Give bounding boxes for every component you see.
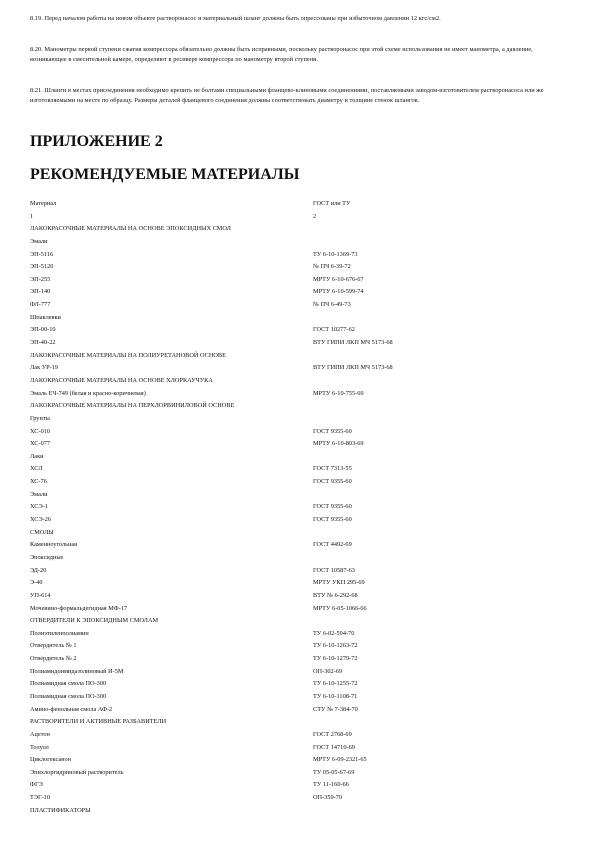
material-cell: Мочевино-формальдегидная МФ-17 bbox=[30, 604, 128, 612]
standard-cell: ТУ 6-10-1279-72 bbox=[313, 655, 358, 663]
standard-cell: МРТУ 6-05-1066-66 bbox=[313, 604, 367, 612]
table-row bbox=[30, 552, 570, 565]
table-row bbox=[30, 628, 570, 641]
standard-cell: 2 bbox=[313, 212, 317, 220]
table-row bbox=[30, 539, 570, 552]
table-row bbox=[30, 400, 570, 413]
table-row bbox=[30, 615, 570, 628]
standard-cell: ТУ 6-02-594-70 bbox=[313, 629, 355, 637]
standard-cell: ТУ 6-10-1255-72 bbox=[313, 680, 358, 688]
material-cell: Каменноугольная bbox=[30, 541, 78, 549]
standard-cell: ГОСТ 9355-60 bbox=[313, 503, 352, 511]
standard-cell: МРТУ 6-10-599-74 bbox=[313, 288, 364, 296]
paragraph-8-21: 8.21. Шланги в местах присоединения необходимо крепить не болтами специальными фланцево-клиновыми соединениями, поставляемыми заводом-изготовителем растворонасоса или же изготовляемыми на месте по образцу. Размеры деталей фланцевого соединения должны соответствовать диаметру и толщине стенок шлангов. bbox=[30, 87, 544, 104]
standard-cell: СТУ № 7-384-70 bbox=[313, 705, 358, 713]
material-cell: СМОЛЫ bbox=[30, 528, 54, 536]
table-row bbox=[30, 337, 570, 350]
standard-cell: ГОСТ 10587-63 bbox=[313, 566, 355, 574]
table-row bbox=[30, 350, 570, 363]
standard-cell: ОП-302-69 bbox=[313, 667, 343, 675]
table-row bbox=[30, 489, 570, 502]
material-cell: ХС-010 bbox=[30, 427, 51, 435]
material-cell: РАСТВОРИТЕЛИ И АКТИВНЫЕ РАЗБАВИТЕЛИ bbox=[30, 718, 167, 726]
table-row bbox=[30, 236, 570, 249]
material-cell: Амино-фенольная смола АФ-2 bbox=[30, 705, 113, 713]
table-row bbox=[30, 463, 570, 476]
table-row bbox=[30, 779, 570, 792]
material-cell: ЛАКОКРАСОЧНЫЕ МАТЕРИАЛЫ НА ПЕРХЛОРВИНИЛОВОЙ ОСНОВЕ bbox=[30, 402, 235, 410]
material-cell: ЛАКОКРАСОЧНЫЕ МАТЕРИАЛЫ НА ОСНОВЕ ХЛОРКАУЧУКА bbox=[30, 376, 213, 384]
material-cell: ПЛАСТИФИКАТОРЫ bbox=[30, 806, 91, 814]
material-cell: ЭП-5120 bbox=[30, 263, 54, 271]
table-row bbox=[30, 388, 570, 401]
material-cell: Эмаль ЕЧ-749 (белая и красно-коричневая) bbox=[30, 389, 146, 397]
material-cell: ЭД-20 bbox=[30, 566, 47, 574]
table-row bbox=[30, 261, 570, 274]
material-cell: ХСЭ-1 bbox=[30, 503, 48, 511]
material-cell: ЭП-40-22 bbox=[30, 339, 56, 347]
material-cell: Отвердитель № 2 bbox=[30, 655, 77, 663]
appendix-heading: ПРИЛОЖЕНИЕ 2 bbox=[30, 133, 163, 150]
standard-cell: ГОСТ или ТУ bbox=[313, 200, 351, 207]
material-cell: Полиэтиленполиамин bbox=[30, 629, 89, 637]
material-cell: Лак УР-19 bbox=[30, 364, 59, 372]
material-cell: ЛАКОКРАСОЧНЫЕ МАТЕРИАЛЫ НА ОСНОВЕ ЭПОКСИДНЫХ СМОЛ bbox=[30, 225, 231, 233]
material-cell: Шпаклевки bbox=[30, 313, 61, 321]
section-heading: РЕКОМЕНДУЕМЫЕ МАТЕРИАЛЫ bbox=[30, 166, 300, 183]
material-cell: Полиамидоимидазолиновый И-5М bbox=[30, 667, 124, 675]
table-row bbox=[30, 223, 570, 236]
standard-cell: ВТУ ГИПИ ЛКП МЧ 5173-68 bbox=[313, 339, 393, 347]
table-row bbox=[30, 286, 570, 299]
material-cell: ХСЭ-26 bbox=[30, 516, 52, 524]
table-row bbox=[30, 324, 570, 337]
material-cell: ХСЛ bbox=[30, 465, 43, 473]
standard-cell: ГОСТ 7313-55 bbox=[313, 465, 352, 473]
material-cell: Материал bbox=[30, 200, 57, 207]
standard-cell: ТУ 11-160-66 bbox=[313, 781, 349, 789]
standard-cell: МРТУ 6-10-755-69 bbox=[313, 389, 364, 397]
standard-cell: ТУ 6-10-1108-71 bbox=[313, 692, 358, 700]
material-cell: Э-40 bbox=[30, 579, 43, 587]
table-row bbox=[30, 426, 570, 439]
table-row bbox=[30, 754, 570, 767]
material-cell: Эмали bbox=[30, 490, 48, 498]
material-cell: ТЭГ-10 bbox=[30, 794, 51, 802]
material-cell: Эпихлоргидриновый растворитель bbox=[30, 768, 124, 776]
standard-cell: ТУ 6-10-1369-73 bbox=[313, 250, 358, 258]
standard-cell: ВТУ № 6-292-68 bbox=[313, 591, 358, 599]
standard-cell: МРТУ 6-09-2321-65 bbox=[313, 756, 367, 764]
material-cell: ЭП-140 bbox=[30, 288, 51, 296]
material-cell: Эпоксидные bbox=[30, 553, 64, 561]
standard-cell: ГОСТ 9355-60 bbox=[313, 427, 352, 435]
table-row bbox=[30, 653, 570, 666]
table-row bbox=[30, 678, 570, 691]
table-row bbox=[30, 362, 570, 375]
table-row bbox=[30, 767, 570, 780]
table-row bbox=[30, 640, 570, 653]
standard-cell: ГОСТ 9355-60 bbox=[313, 516, 352, 524]
table-row bbox=[30, 691, 570, 704]
standard-cell: МРТУ 6-10-803-69 bbox=[313, 440, 364, 448]
material-cell: Грунты bbox=[30, 414, 50, 422]
material-cell: Циклогексанон bbox=[30, 756, 72, 764]
paragraph-8-20: 8.20. Манометры первой ступени сжатия компрессора обязательно должны быть исправными, поскольку растворонасос при этой схеме использования не имеет манометра, а давление, возникающее в смесительной камере, определяют в ресивере компрессора по манометру второй ступени. bbox=[30, 46, 533, 63]
material-cell: ЭП-00-10 bbox=[30, 326, 56, 334]
table-row bbox=[30, 211, 570, 224]
material-cell: Ацетон bbox=[30, 730, 50, 738]
material-cell: ЭП-5116 bbox=[30, 250, 54, 258]
table-row bbox=[30, 476, 570, 489]
standard-cell: МРТУ 6-10-676-67 bbox=[313, 275, 364, 283]
standard-cell: МРТУ УКП 295-69 bbox=[313, 579, 365, 587]
material-cell: ОТВЕРДИТЕЛИ К ЭПОКСИДНЫМ СМОЛАМ bbox=[30, 617, 159, 625]
standard-cell: ВТУ ГИПИ ЛКП МЧ 5173-68 bbox=[313, 364, 393, 372]
table-row bbox=[30, 527, 570, 540]
table-row bbox=[30, 451, 570, 464]
standard-cell: ТУ 6-10-1263-72 bbox=[313, 642, 358, 650]
table-row bbox=[30, 590, 570, 603]
material-cell: Отвердитель № 1 bbox=[30, 642, 77, 650]
table-row bbox=[30, 501, 570, 514]
paragraph-8-19: 8.19. Перед началом работы на новом объекте растворонасос и материальный шланг должны быть опрессованы при избыточном давлении 12 кгс/см2. bbox=[30, 15, 441, 22]
table-row bbox=[30, 438, 570, 451]
table-row bbox=[30, 716, 570, 729]
material-cell: 1 bbox=[30, 212, 34, 220]
table-row bbox=[30, 274, 570, 287]
standard-cell: ТУ 05-05-67-69 bbox=[313, 768, 355, 776]
table-row bbox=[30, 312, 570, 325]
standard-cell: № ПЧ 6-49-73 bbox=[313, 301, 351, 309]
table-row bbox=[30, 704, 570, 717]
material-cell: Полиамидная смола ПО-300 bbox=[30, 680, 107, 688]
material-cell: Лаки bbox=[30, 452, 44, 460]
table-row bbox=[30, 514, 570, 527]
material-cell: ЛАКОКРАСОЧНЫЕ МАТЕРИАЛЫ НА ПОЛИУРЕТАНОВОЙ ОСНОВЕ bbox=[30, 351, 226, 359]
table-row bbox=[30, 249, 570, 262]
standard-cell: № ПЧ 6-39-72 bbox=[313, 263, 351, 271]
table-row bbox=[30, 729, 570, 742]
material-cell: ФЛ-777 bbox=[30, 301, 51, 309]
material-cell: ЭП-255 bbox=[30, 275, 51, 283]
materials-table bbox=[30, 198, 570, 817]
material-cell: ФГЭ bbox=[30, 781, 43, 789]
material-cell: Полиамидная смола ПО-300 bbox=[30, 692, 107, 700]
standard-cell: ГОСТ 2768-69 bbox=[313, 730, 352, 738]
table-row bbox=[30, 565, 570, 578]
table-row bbox=[30, 603, 570, 616]
table-row bbox=[30, 299, 570, 312]
material-cell: Эмали bbox=[30, 237, 48, 245]
table-row bbox=[30, 792, 570, 805]
material-cell: ХС-077 bbox=[30, 440, 51, 448]
material-cell: УП-614 bbox=[30, 591, 51, 599]
standard-cell: ГОСТ 14710-69 bbox=[313, 743, 355, 751]
standard-cell: ГОСТ 9355-60 bbox=[313, 478, 352, 486]
table-row bbox=[30, 805, 570, 818]
table-row bbox=[30, 577, 570, 590]
table-row bbox=[30, 413, 570, 426]
table-row bbox=[30, 198, 570, 211]
table-row bbox=[30, 375, 570, 388]
material-cell: Толуол bbox=[30, 743, 49, 751]
material-cell: ХС-76 bbox=[30, 478, 47, 486]
standard-cell: ОП-359-70 bbox=[313, 794, 343, 802]
table-row bbox=[30, 742, 570, 755]
standard-cell: ГОСТ 10277-62 bbox=[313, 326, 355, 334]
table-row bbox=[30, 666, 570, 679]
standard-cell: ГОСТ 4492-69 bbox=[313, 541, 352, 549]
